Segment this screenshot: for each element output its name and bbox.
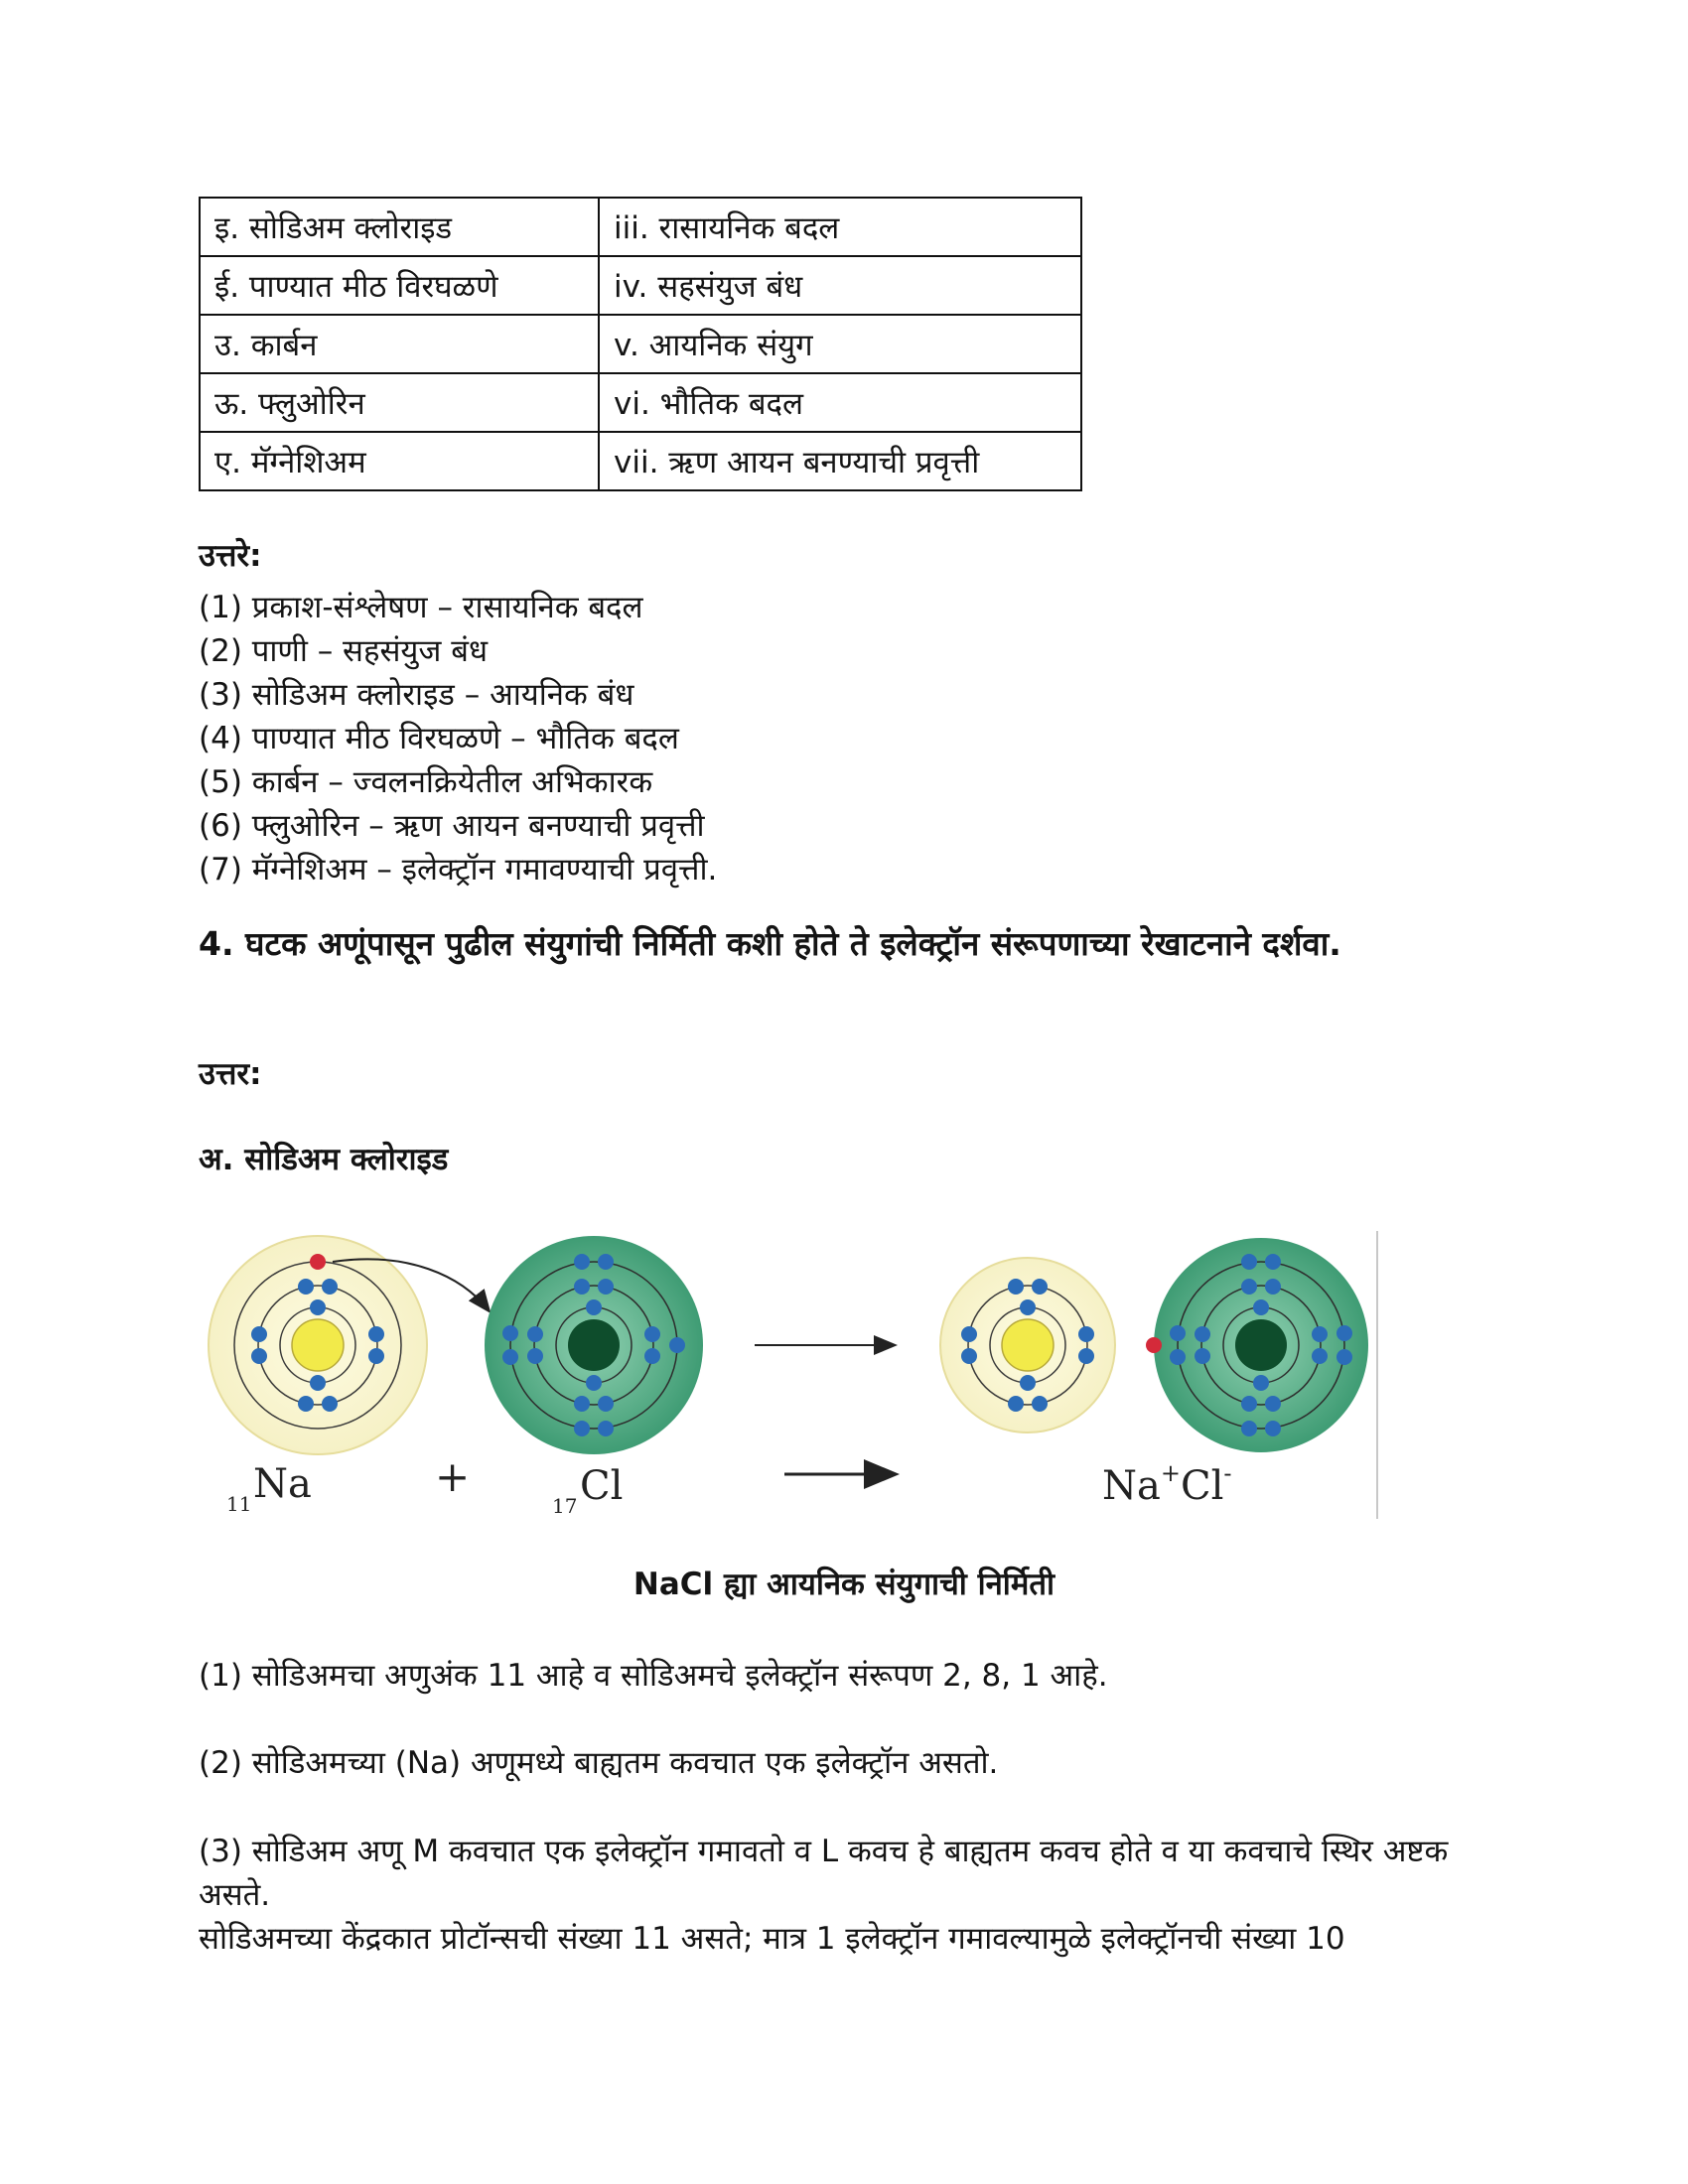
- sodium-ion: [940, 1258, 1115, 1433]
- na-symbol: Na: [253, 1461, 312, 1507]
- answer-item: (6) फ्लुओरिन – ऋण आयन बनण्याची प्रवृत्ती: [199, 808, 705, 844]
- sodium-valence-electron: [310, 1254, 326, 1270]
- table-row: [200, 315, 1081, 373]
- answer-item: (2) पाणी – सहसंयुज बंध: [199, 633, 489, 669]
- table-cell-right: iv. सहसंयुज बंध: [599, 256, 1081, 315]
- question-4: 4. घटक अणूंपासून पुढील संयुगांची निर्मिती कशी होते ते इलेक्ट्रॉन संरूपणाच्या रेखाटनाने दर्शवा.: [199, 924, 1341, 963]
- plus-sign: +: [435, 1452, 471, 1501]
- answer-item: (1) प्रकाश-संश्लेषण – रासायनिक बदल: [199, 590, 643, 625]
- chloride-ion: [1146, 1238, 1368, 1452]
- table-cell-right: v. आयनिक संयुग: [599, 315, 1081, 373]
- table-cell-left: ऊ. फ्लुओरिन: [200, 373, 599, 432]
- table-row: [200, 198, 1081, 256]
- nacl-formation-diagram: [199, 1231, 1400, 1529]
- matching-table: [199, 197, 1082, 491]
- table-row: [200, 373, 1081, 432]
- sub-heading-sodium-chloride: अ. सोडिअम क्लोराइड: [199, 1142, 449, 1177]
- paragraph-1: (1) सोडिअमचा अणुअंक 11 आहे व सोडिअमचे इलेक्ट्रॉन संरूपण 2, 8, 1 आहे.: [199, 1658, 1108, 1694]
- table-cell-right: iii. रासायनिक बदल: [599, 198, 1081, 256]
- paragraph-2: (2) सोडिअमच्या (Na) अणूमध्ये बाह्यतम कवचात एक इलेक्ट्रॉन असतो.: [199, 1745, 999, 1781]
- cl-atomic-number: 17: [552, 1494, 578, 1518]
- table-row: [200, 432, 1081, 490]
- na-atomic-number: 11: [226, 1492, 252, 1516]
- matching-table-body: [200, 198, 1081, 490]
- table-cell-left: ई. पाण्यात मीठ विरघळणे: [200, 256, 599, 315]
- table-cell-left: ए. मॅग्नेशिअम: [200, 432, 599, 490]
- answers-heading: उत्तरे:: [199, 538, 262, 574]
- paragraph-4: सोडिअमच्या केंद्रकात प्रोटॉन्सची संख्या 11 असते; मात्र 1 इलेक्ट्रॉन गमावल्यामुळे इलेक्ट्रॉनची संख्या 10: [199, 1921, 1345, 1957]
- table-cell-right: vii. ऋण आयन बनण्याची प्रवृत्ती: [599, 432, 1081, 490]
- product-formula: Na+Cl-: [1102, 1459, 1232, 1509]
- figure-caption: NaCl ह्या आयनिक संयुगाची निर्मिती: [633, 1567, 1055, 1602]
- table-cell-left: इ. सोडिअम क्लोराइड: [200, 198, 599, 256]
- sodium-atom: [209, 1236, 427, 1454]
- gained-electron: [1146, 1337, 1162, 1353]
- chlorine-atom: [485, 1236, 703, 1454]
- table-cell-left: उ. कार्बन: [200, 315, 599, 373]
- cl-symbol: Cl: [580, 1463, 624, 1509]
- answer-item: (7) मॅग्नेशिअम – इलेक्ट्रॉन गमावण्याची प्रवृत्ती.: [199, 852, 718, 887]
- answer-item: (4) पाण्यात मीठ विरघळणे – भौतिक बदल: [199, 721, 679, 756]
- answers-list: [199, 586, 717, 891]
- table-cell-right: vi. भौतिक बदल: [599, 373, 1081, 432]
- answer-item: (5) कार्बन – ज्वलनक्रियेतील अभिकारक: [199, 764, 653, 800]
- answer-heading: उत्तर:: [199, 1056, 262, 1092]
- table-row: [200, 256, 1081, 315]
- answer-item: (3) सोडिअम क्लोराइड – आयनिक बंध: [199, 677, 634, 713]
- paragraph-3: (3) सोडिअम अणू M कवचात एक इलेक्ट्रॉन गमावतो व L कवच हे बाह्यतम कवच होते व या कवचाचे स्थिर अष्टक असते.: [199, 1834, 1449, 1913]
